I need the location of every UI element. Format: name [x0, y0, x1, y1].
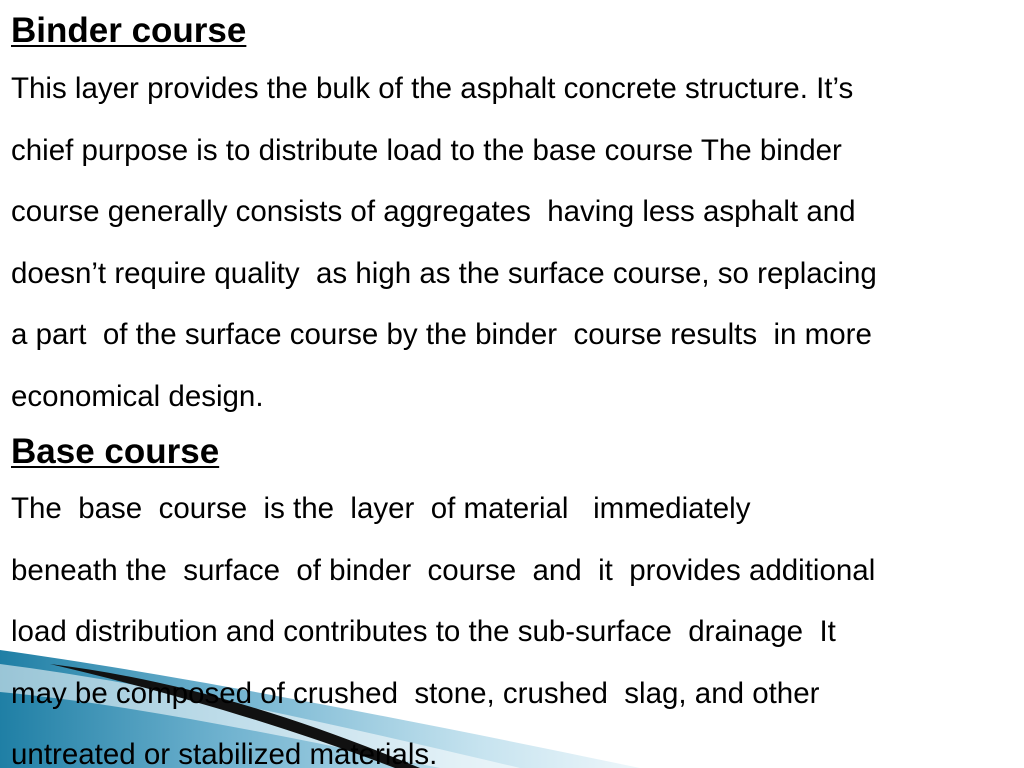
body-line: chief purpose is to distribute load to the base course The binder — [11, 133, 842, 167]
section-heading-base-course: Base course — [11, 432, 220, 471]
body-line: The base course is the layer of material immediately — [11, 492, 751, 525]
body-line: This layer provides the bulk of the asphalt concrete structure. It’s — [11, 72, 854, 105]
body-line: beneath the surface of binder course and it provides additional — [11, 553, 876, 587]
section-body-base-course — [11, 478, 875, 768]
body-line: a part of the surface course by the binder course results in more — [11, 318, 872, 351]
body-line: course generally consists of aggregates having less asphalt and — [11, 195, 856, 228]
body-line: may be composed of crushed stone, crushed slag, and other — [11, 676, 820, 710]
body-line: load distribution and contributes to the sub-surface drainage It — [11, 615, 836, 648]
body-line: doesn’t require quality as high as the surface course, so replacing — [11, 256, 877, 290]
section-body-binder-course — [11, 58, 877, 427]
body-line: untreated or stabilized materials. — [11, 738, 438, 768]
section-heading-binder-course: Binder course — [11, 11, 247, 50]
body-line: economical design. — [11, 379, 264, 413]
